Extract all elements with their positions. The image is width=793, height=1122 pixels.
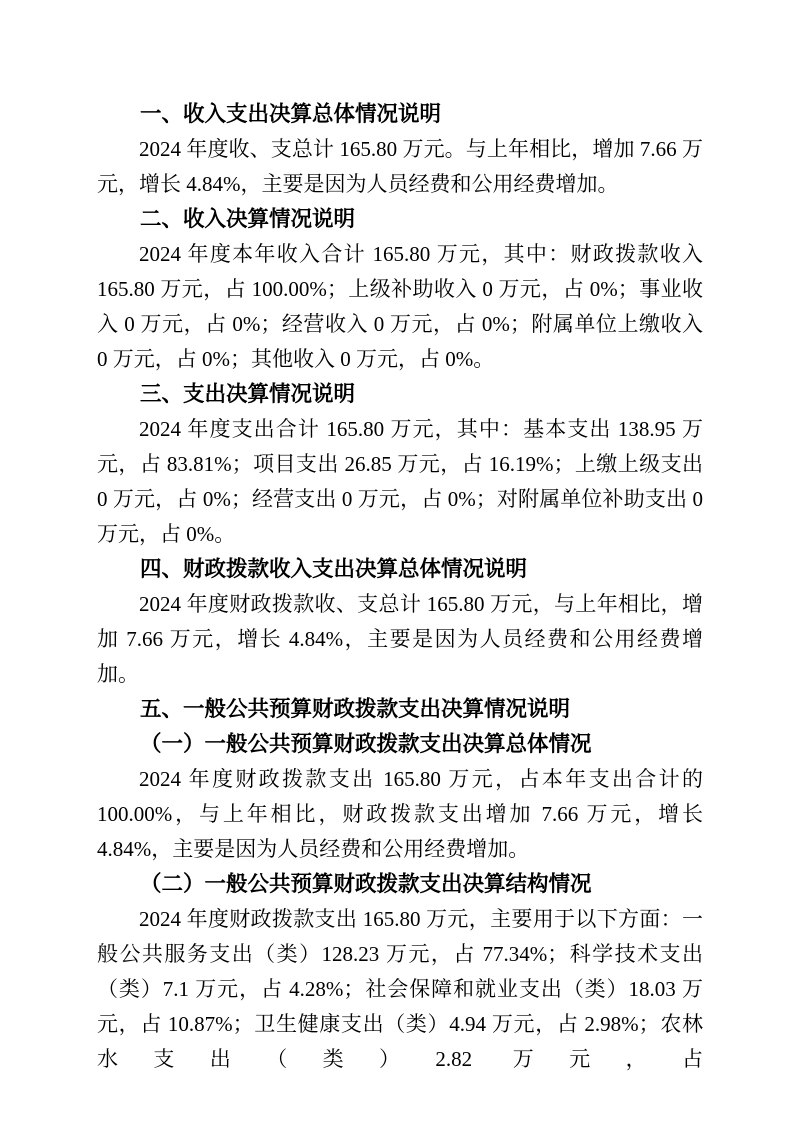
section-income-accounts — [97, 202, 703, 377]
subsection-budget-expenditure-overall — [97, 727, 703, 867]
section-2-paragraph: 2024 年度本年收入合计 165.80 万元，其中：财政拨款收入 165.80 万元，占 100.00%；上级补助收入 0 万元，占 0%；事业收入 0 万元，占 0%；经营收入 0 万元，占 0%；附属单位上缴收入 0 万元，占 0%；其他收入 0 万元，占 0%。 — [97, 242, 703, 371]
section-5-2-paragraph: 2024 年度财政拨款支出 165.80 万元，主要用于以下方面：一般公共服务支出（类）128.23 万元，占 77.34%；科学技术支出（类）7.1 万元，占 4.28%；社会保障和就业支出（类）18.03 万元，占 10.87%；卫生健康支出（类）4.94 万元，占 2.98%；农林水支出（类）2.82 万元，占 — [97, 907, 703, 1071]
section-5-1-paragraph: 2024 年度财政拨款支出 165.80 万元，占本年支出合计的 100.00%，与上年相比，财政拨款支出增加 7.66 万元，增长 4.84%，主要是因为人员经费和公用经费增加。 — [97, 767, 703, 861]
section-4-paragraph: 2024 年度财政拨款收、支总计 165.80 万元，与上年相比，增加 7.66 万元，增长 4.84%，主要是因为人员经费和公用经费增加。 — [97, 592, 703, 686]
section-1-paragraph: 2024 年度收、支总计 165.80 万元。与上年相比，增加 7.66 万元，增长 4.84%，主要是因为人员经费和公用经费增加。 — [97, 137, 703, 196]
section-5-1-heading: （一）一般公共预算财政拨款支出决算总体情况 — [140, 732, 592, 756]
document-content — [97, 97, 703, 1077]
section-general-public-budget — [97, 692, 703, 727]
section-2-heading: 二、收入决算情况说明 — [140, 207, 356, 231]
section-4-heading: 四、财政拨款收入支出决算总体情况说明 — [140, 557, 528, 581]
section-fiscal-appropriation-overview — [97, 552, 703, 692]
section-1-heading: 一、收入支出决算总体情况说明 — [140, 102, 442, 126]
section-income-expenditure-overview — [97, 97, 703, 202]
section-3-paragraph: 2024 年度支出合计 165.80 万元，其中：基本支出 138.95 万元，占 83.81%；项目支出 26.85 万元，占 16.19%；上缴上级支出 0 万元，占 0%；经营支出 0 万元，占 0%；对附属单位补助支出 0 万元，占 0%。 — [97, 417, 703, 546]
subsection-budget-expenditure-structure — [97, 867, 703, 1077]
section-3-heading: 三、支出决算情况说明 — [140, 382, 356, 406]
section-5-2-heading: （二）一般公共预算财政拨款支出决算结构情况 — [140, 872, 592, 896]
section-expenditure-accounts — [97, 377, 703, 552]
section-5-heading: 五、一般公共预算财政拨款支出决算情况说明 — [140, 697, 571, 721]
